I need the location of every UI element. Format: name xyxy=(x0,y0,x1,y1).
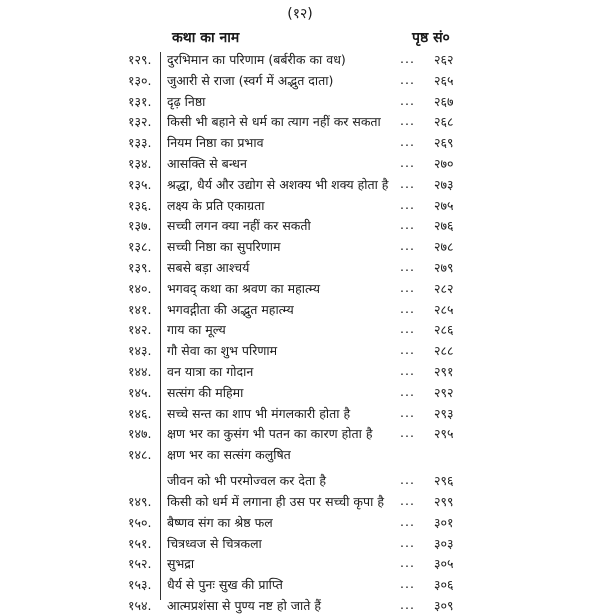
entry-title: श्रद्धा, धैर्य और उद्योग से अशक्य भी शक्य होता है xyxy=(167,176,389,192)
entry-page: २९३ xyxy=(434,405,454,421)
entry-page: ३०५ xyxy=(434,556,454,572)
index-entry xyxy=(0,318,600,339)
entry-number: १४७. xyxy=(128,426,152,442)
entry-leader-dots: ... xyxy=(400,362,415,378)
index-entry xyxy=(0,594,600,615)
entry-title: गौ सेवा का शुभ परिणाम xyxy=(167,343,278,359)
index-entry xyxy=(0,173,600,194)
entry-number: १३४. xyxy=(128,155,152,171)
entry-page: २९२ xyxy=(434,384,454,400)
entry-leader-dots: ... xyxy=(400,92,415,108)
index-entry xyxy=(0,469,600,490)
entry-title: सुभद्रा xyxy=(167,556,195,572)
index-entry xyxy=(0,298,600,319)
entry-page: २९१ xyxy=(434,363,454,379)
entry-title: किसी भी बहाने से धर्म का त्याग नहीं कर सकता xyxy=(167,114,381,130)
index-entry xyxy=(0,511,600,532)
entry-number: १४४. xyxy=(128,363,152,379)
entry-page: २८५ xyxy=(434,301,454,317)
entry-title: सच्ची निष्ठा का सुपरिणाम xyxy=(167,239,281,255)
entry-title: दुरभिमान का परिणाम (बर्बरीक का वध) xyxy=(167,52,346,67)
index-entry xyxy=(0,532,600,553)
entry-page: २६५ xyxy=(434,72,454,88)
entry-number: १३७. xyxy=(128,218,152,234)
entry-page: ३०६ xyxy=(434,577,454,593)
index-list xyxy=(0,48,600,615)
index-entry xyxy=(0,360,600,381)
entry-page: २७९ xyxy=(434,259,454,275)
entry-leader-dots: ... xyxy=(400,321,415,337)
entry-number: १२९. xyxy=(128,52,152,67)
entry-title: सत्संग की महिमा xyxy=(167,384,244,400)
index-entry xyxy=(0,402,600,423)
entry-number: १५१. xyxy=(128,535,152,551)
index-entry xyxy=(0,552,600,573)
entry-title: चित्रध्वज से चित्रकला xyxy=(167,535,262,551)
entry-leader-dots: ... xyxy=(400,596,415,612)
entry-page: २८८ xyxy=(434,343,454,359)
entry-title: आसक्ति से बन्धन xyxy=(167,155,247,171)
entry-leader-dots: ... xyxy=(400,71,415,87)
entry-title: सबसे बड़ा आश्चर्य xyxy=(167,259,250,275)
entry-title: आत्मप्रशंसा से पुण्य नष्ट हो जाते हैं xyxy=(167,597,322,613)
index-entry xyxy=(0,152,600,173)
entry-leader-dots: ... xyxy=(400,154,415,170)
index-entry xyxy=(0,277,600,298)
index-entry xyxy=(0,69,600,90)
entry-page: २६२ xyxy=(434,52,454,67)
entry-page: २९५ xyxy=(434,426,454,442)
entry-leader-dots: ... xyxy=(400,472,415,488)
entry-number: १३२. xyxy=(128,114,152,130)
index-header xyxy=(0,28,600,48)
index-entry xyxy=(0,90,600,111)
index-entry xyxy=(0,573,600,594)
entry-page: २७८ xyxy=(434,239,454,255)
entry-leader-dots: ... xyxy=(400,279,415,295)
index-entry xyxy=(0,214,600,235)
entry-number: १३५. xyxy=(128,176,152,192)
entry-title: क्षण भर का सत्संग कलुषित xyxy=(167,447,291,463)
entry-number: १४०. xyxy=(128,280,152,296)
entry-number: १४२. xyxy=(128,322,152,338)
entry-number: १३८. xyxy=(128,239,152,255)
index-entry xyxy=(0,490,600,511)
page-number: (१२) xyxy=(287,6,313,22)
entry-leader-dots: ... xyxy=(400,217,415,233)
entry-leader-dots: ... xyxy=(400,492,415,508)
entry-number: १४१. xyxy=(128,301,152,317)
index-entry xyxy=(0,48,600,69)
entry-number: १४६. xyxy=(128,405,152,421)
entry-leader-dots: ... xyxy=(400,113,415,129)
entry-title: लक्ष्य के प्रति एकाग्रता xyxy=(167,197,265,213)
entry-title: जीवन को भी परमोज्वल कर देता है xyxy=(167,473,326,489)
entry-leader-dots: ... xyxy=(400,555,415,571)
entry-number: १४५. xyxy=(128,384,152,400)
entry-title: बैष्णव संग का श्रेष्ठ फल xyxy=(167,514,273,530)
entry-leader-dots: ... xyxy=(400,134,415,150)
entry-title: सच्चे सन्त का शाप भी मंगलकारी होता है xyxy=(167,405,351,421)
entry-title: दृढ़ निष्ठा xyxy=(167,93,206,109)
entry-number: १३६. xyxy=(128,197,152,213)
entry-page: २८२ xyxy=(434,280,454,296)
entry-page: २६७ xyxy=(434,93,454,109)
index-entry xyxy=(0,339,600,360)
index-entry xyxy=(0,443,600,469)
index-entry xyxy=(0,256,600,277)
entry-number: १५४. xyxy=(128,597,152,613)
entry-page: ३०९ xyxy=(434,597,454,613)
entry-leader-dots: ... xyxy=(400,175,415,191)
entry-title: भगवद् कथा का श्रवण का महात्म्य xyxy=(167,280,321,296)
entry-leader-dots: ... xyxy=(400,258,415,274)
entry-page: २९६ xyxy=(434,473,454,489)
index-entry xyxy=(0,422,600,443)
entry-title: भगवद्गीता की अद्भुत महात्म्य xyxy=(167,301,294,317)
entry-title: गाय का मूल्य xyxy=(167,322,226,338)
index-entry xyxy=(0,131,600,152)
header-page-number: पृष्ठ सं० xyxy=(412,30,450,46)
entry-title: क्षण भर का कुसंग भी पतन का कारण होता है xyxy=(167,426,373,442)
entry-number: १५०. xyxy=(128,514,152,530)
entry-number: १३१. xyxy=(128,93,152,109)
entry-number: १५२. xyxy=(128,556,152,572)
entry-title: किसी को धर्म में लगाना ही उस पर सच्ची कृपा है xyxy=(167,493,384,509)
entry-page: २९९ xyxy=(434,493,454,509)
entry-number: १४९. xyxy=(128,493,152,509)
index-entry xyxy=(0,194,600,215)
entry-number: १५३. xyxy=(128,577,152,593)
entry-leader-dots: ... xyxy=(400,196,415,212)
entry-number: १३३. xyxy=(128,135,152,151)
entry-title: सच्ची लगन क्या नहीं कर सकती xyxy=(167,218,311,234)
entry-page: २८६ xyxy=(434,322,454,338)
entry-title: नियम निष्ठा का प्रभाव xyxy=(167,135,264,151)
index-entry xyxy=(0,235,600,256)
entry-page: २७५ xyxy=(434,197,454,213)
entry-page: ३०३ xyxy=(434,535,454,551)
entry-leader-dots: ... xyxy=(400,300,415,316)
header-story-name: कथा का नाम xyxy=(172,30,240,46)
entry-page: २७६ xyxy=(434,218,454,234)
entry-title: धैर्य से पुनः सुख की प्राप्ति xyxy=(167,577,283,593)
entry-leader-dots: ... xyxy=(400,238,415,254)
entry-number: १४३. xyxy=(128,343,152,359)
entry-title: वन यात्रा का गोदान xyxy=(167,363,254,379)
entry-page: ३०१ xyxy=(434,514,454,530)
entry-leader-dots: ... xyxy=(400,534,415,550)
entry-number: १३९. xyxy=(128,259,152,275)
entry-page: २६८ xyxy=(434,114,454,130)
entry-number: १४८. xyxy=(128,447,152,463)
entry-page: २६९ xyxy=(434,135,454,151)
entry-title: जुआरी से राजा (स्वर्ग में अद्भुत दाता) xyxy=(167,72,334,88)
entry-page: २७३ xyxy=(434,176,454,192)
entry-leader-dots: ... xyxy=(400,51,415,66)
entry-number: १३०. xyxy=(128,72,152,88)
entry-leader-dots: ... xyxy=(400,383,415,399)
entry-page: २७० xyxy=(434,155,454,171)
entry-leader-dots: ... xyxy=(400,425,415,441)
entry-leader-dots: ... xyxy=(400,576,415,592)
entry-leader-dots: ... xyxy=(400,404,415,420)
index-entry xyxy=(0,110,600,131)
entry-leader-dots: ... xyxy=(400,342,415,358)
index-entry xyxy=(0,381,600,402)
entry-leader-dots: ... xyxy=(400,513,415,529)
